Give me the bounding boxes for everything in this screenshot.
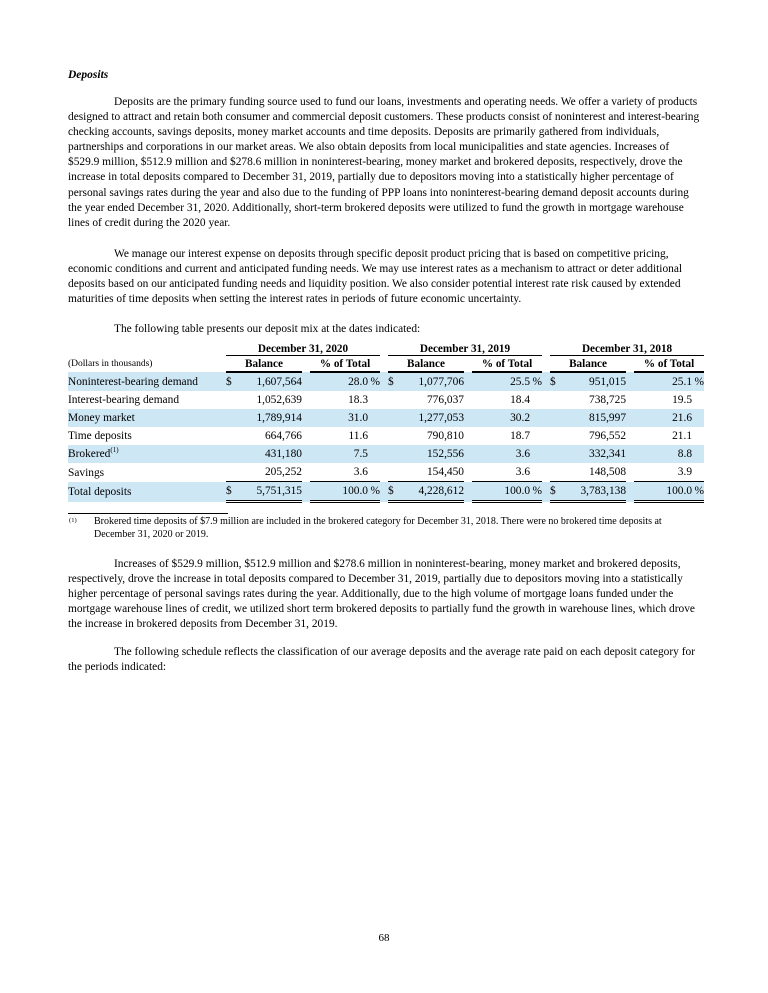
- balance-header-2018: Balance: [550, 356, 626, 373]
- balance-value: 154,450: [404, 463, 464, 482]
- footnote-marker: (1): [69, 517, 77, 525]
- percent-cell: [472, 372, 542, 391]
- percent-value: 25.1: [672, 376, 693, 389]
- balance-value: 3,783,138: [566, 482, 626, 502]
- percent-cell: [310, 372, 380, 391]
- balance-value: 205,252: [242, 463, 302, 482]
- balance-header-2020: Balance: [226, 356, 302, 373]
- table-row: [68, 372, 704, 391]
- percent-cell: 3.6: [472, 463, 542, 482]
- percent-value: 25.5: [510, 376, 531, 389]
- balance-value: 1,077,706: [418, 376, 465, 389]
- balance-value: 5,751,315: [242, 482, 302, 502]
- percent-cell: 18.4: [510, 394, 531, 407]
- percent-unit: %: [370, 376, 381, 389]
- table-row: [68, 391, 704, 409]
- dollar-sign: [226, 463, 242, 482]
- dollar-sign: [388, 409, 404, 427]
- dollar-sign: [550, 445, 566, 463]
- dollar-sign: [550, 391, 566, 409]
- percent-cell: 8.8: [677, 448, 693, 461]
- paragraph-increases: Increases of $529.9 million, $512.9 million and $278.6 million in noninterest-bearing, money market and brokered deposits, respectively, drove the increase in total deposits compared to December 31, 2019, partially due to depositors moving into a statistically higher percentage of personal savings rates during the year. Additionally, due to the high volume of mortgage loans funded under the mortgage warehouse lines of credit, we utilized short term brokered deposits to partially fund the growth in warehouse lines, which drove the increase in brokered deposits from December 31, 2019.: [68, 557, 695, 630]
- balance-value: 1,277,053: [418, 412, 465, 425]
- row-label: Brokered$^{(1)}$: [68, 446, 119, 461]
- footnote: [68, 516, 700, 541]
- percent-cell: 100.0 %: [634, 482, 704, 502]
- table-year-header-row: [68, 342, 704, 356]
- dollar-sign: [550, 427, 566, 445]
- balance-value: 148,508: [566, 463, 626, 482]
- percent-cell: 18.7: [510, 430, 531, 443]
- percent-unit: %: [694, 376, 705, 389]
- balance-value: 431,180: [264, 448, 302, 461]
- balance-header-2019: Balance: [388, 356, 464, 373]
- dollar-sign: $: [226, 482, 242, 502]
- percent-value: 28.0: [348, 376, 369, 389]
- percent-cell: 7.5: [353, 448, 369, 461]
- column-group-2020: December 31, 2020: [226, 342, 380, 356]
- row-label: Noninterest-bearing demand: [68, 375, 198, 388]
- deposit-mix-table: [68, 342, 704, 503]
- balance-value: 664,766: [264, 430, 302, 443]
- dollar-sign: [550, 463, 566, 482]
- percent-cell: 100.0 %: [310, 482, 380, 502]
- paragraph-schedule-intro: The following schedule reflects the classification of our average deposits and the average rate paid on each deposit category for the periods indicated:: [68, 645, 696, 674]
- table-row: [68, 463, 704, 482]
- percent-cell: 100.0 %: [472, 482, 542, 502]
- row-label: Time deposits: [68, 430, 132, 443]
- page-number: 68: [378, 932, 390, 944]
- balance-value: 332,341: [589, 448, 627, 461]
- dollar-sign: [388, 427, 404, 445]
- dollar-sign: [226, 427, 242, 445]
- footnote-text: Brokered time deposits of $7.9 million are included in the brokered category for December 31, 2018. There were no brokered time deposits at December 31, 2020 or 2019.: [94, 516, 662, 540]
- percent-cell: 21.1: [672, 430, 693, 443]
- balance-value: 1,052,639: [256, 394, 302, 407]
- balance-value: 738,725: [589, 394, 627, 407]
- balance-value: 790,810: [426, 430, 465, 443]
- balance-value: 4,228,612: [404, 482, 464, 502]
- dollar-sign: [388, 463, 404, 482]
- dollar-sign: $: [388, 482, 404, 502]
- balance-value: 815,997: [589, 412, 627, 425]
- column-group-2018: December 31, 2018: [550, 342, 704, 356]
- pct-header-2019: % of Total: [472, 356, 542, 373]
- table-subheader-row: [68, 356, 704, 373]
- percent-cell: 18.3: [348, 394, 369, 407]
- footnote-ref: (1): [110, 446, 119, 455]
- percent-unit: %: [532, 376, 543, 389]
- paragraph-deposits-overview: Deposits are the primary funding source used to fund our loans, investments and operating needs. We offer a variety of products designed to attract and retain both consumer and commercial deposit customers. These products consist of noninterest and interest-bearing checking accounts, savings deposits, money market accounts and time deposits. Deposits are primarily gathered from individuals, partnerships and corporations in our market areas. We also obtain deposits from local municipalities and state agencies. Increases of $529.9 million, $512.9 million and $278.6 million in noninterest-bearing, money market and brokered deposits, respectively, drove the increase in total deposits compared to December 31, 2019, partially due to depositors moving into a statistically higher percentage of personal savings rates during the year and also due to the funding of PPP loans into noninterest-bearing demand deposit accounts during the year ended December 31, 2020. Additionally, short-term brokered deposits were utilized to fund the growth in mortgage warehouse lines of credit during the 2020 year.: [68, 96, 700, 229]
- dollar-sign: $: [550, 482, 566, 502]
- paragraph-interest-expense: We manage our interest expense on deposits through specific deposit product pricing that is based on competitive pricing, economic conditions and current and anticipated funding needs. We may use interest rates as a mechanism to attract or deter additional deposits based on our anticipated funding needs and liquidity position. We also consider potential interest rate risk caused by extended maturities of time deposits when setting the interest rates in periods of future economic uncertainty.: [68, 247, 683, 306]
- row-label: Interest-bearing demand: [68, 394, 180, 407]
- units-label: (Dollars in thousands): [68, 359, 153, 370]
- footnote-divider: [68, 513, 228, 514]
- table-total-row: [68, 482, 704, 502]
- dollar-sign: [226, 409, 242, 427]
- percent-cell: [634, 372, 704, 391]
- column-group-2019: December 31, 2019: [388, 342, 542, 356]
- balance-value: 776,037: [426, 394, 465, 407]
- dollar-sign: $: [550, 376, 556, 389]
- balance-value: 796,552: [589, 430, 627, 443]
- pct-header-2018: % of Total: [634, 356, 704, 373]
- table-row: [68, 409, 704, 427]
- dollar-sign: [550, 409, 566, 427]
- pct-header-2020: % of Total: [310, 356, 380, 373]
- percent-cell: 31.0: [348, 412, 369, 425]
- table-row: [68, 427, 704, 445]
- dollar-sign: [388, 445, 404, 463]
- balance-value: 152,556: [426, 448, 465, 461]
- paragraph-table-intro: The following table presents our deposit mix at the dates indicated:: [114, 323, 421, 336]
- row-label: Total deposits: [68, 485, 132, 498]
- row-label: Money market: [68, 412, 135, 425]
- dollar-sign: $: [388, 376, 394, 389]
- percent-cell: 3.9: [634, 463, 704, 482]
- dollar-sign: [388, 391, 404, 409]
- balance-value: 1,789,914: [256, 412, 302, 425]
- row-label: Savings: [68, 466, 105, 479]
- dollar-sign: [226, 445, 242, 463]
- balance-value: 951,015: [589, 376, 627, 389]
- dollar-sign: $: [226, 376, 232, 389]
- percent-cell: 21.6: [672, 412, 693, 425]
- percent-cell: 19.5: [672, 394, 693, 407]
- percent-cell: 30.2: [510, 412, 531, 425]
- section-heading: Deposits: [68, 69, 109, 81]
- table-row: [68, 445, 704, 463]
- percent-cell: 3.6: [310, 463, 380, 482]
- percent-cell: 11.6: [348, 430, 369, 443]
- dollar-sign: [226, 391, 242, 409]
- percent-cell: 3.6: [515, 448, 531, 461]
- balance-value: 1,607,564: [256, 376, 302, 389]
